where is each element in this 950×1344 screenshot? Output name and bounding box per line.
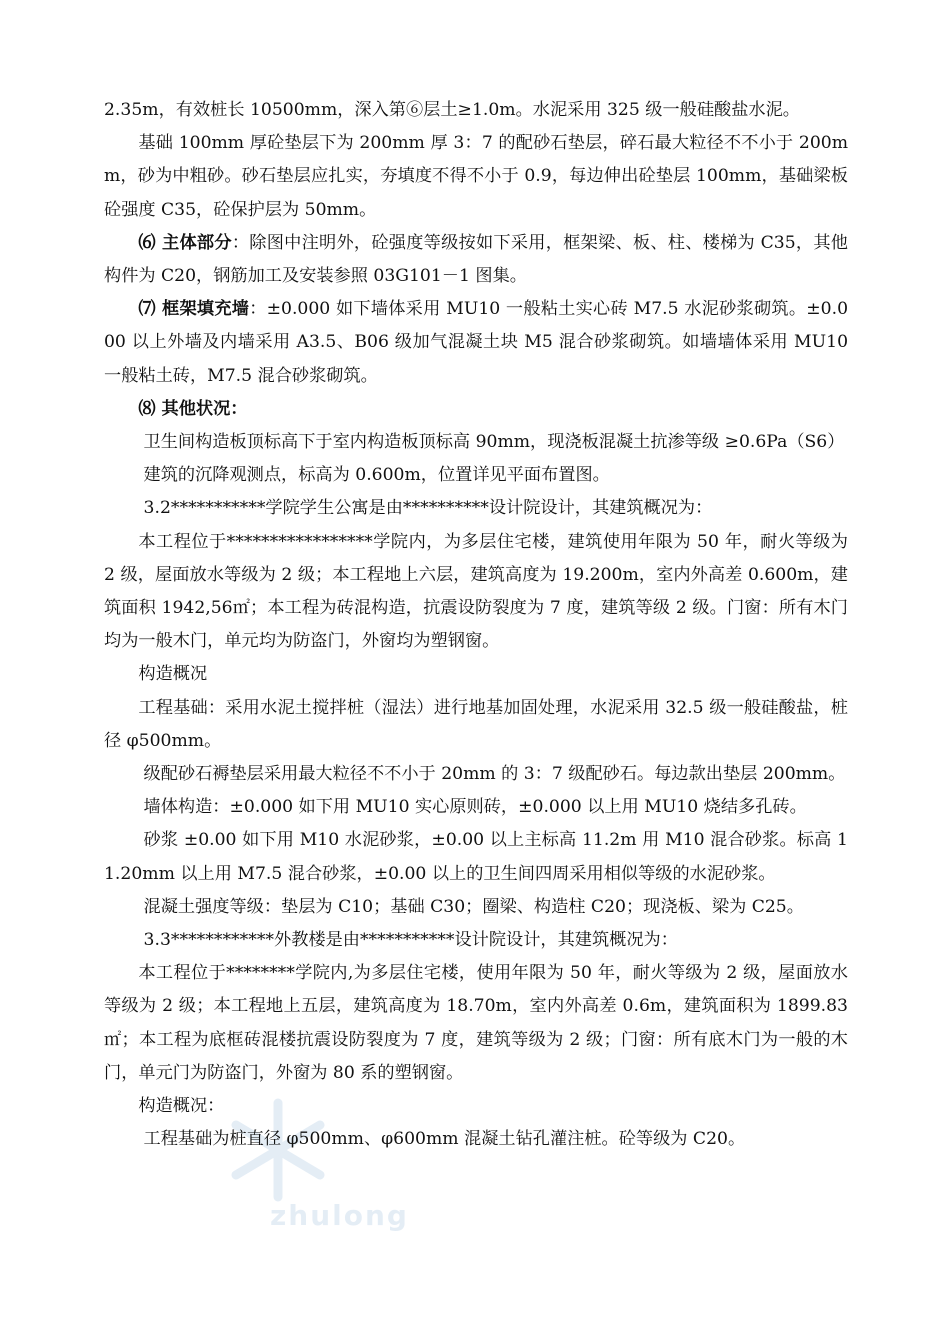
section-heading-infill-wall: ⑺ 框架填充墙 — [138, 299, 250, 320]
paragraph-foundation-cushion: 基础 100mm 厚砼垫层下为 200mm 厚 3：7 的配砂石垫层，碎石最大粒径不不小于 200mm，砂为中粗砂。砂石垫层应扎实，夯填度不得不小于 0.9，每边伸出砼垫层 100mm，基础梁板砼强度 C35，砼保护层为 50mm。 — [104, 133, 848, 220]
paragraph-infill-wall-body: ：±0.000 如下墙体采用 MU10 一般粘土实心砖 M7.5 水泥砂浆砌筑。±0.000 以上外墙及内墙采用 A3.5、B06 级加气混凝土块 M5 混合砂浆砌筑。如墙墙体采用 MU10 一般粘土砖，M7.5 混合砂浆砌筑。 — [104, 299, 849, 386]
section-heading-other-text: ⑻ 其他状况： — [138, 398, 248, 419]
paragraph-main-structure — [104, 227, 848, 293]
paragraph-structure-label-2: 构造概况： — [138, 1096, 225, 1117]
paragraph-pile-foundation: 工程基础为桩直径 φ500mm、φ600mm 混凝土钻孔灌注桩。砼等级为 C20。 — [143, 1129, 746, 1150]
paragraph-mortar: 砂浆 ±0.00 如下用 M10 水泥砂浆，±0.00 以上主标高 11.2m 用 M10 混合砂浆。标高 11.20mm 以上用 M7.5 混合砂浆，±0.00 以上的卫生间四周采用相似等级的水泥砂浆。 — [104, 830, 848, 884]
paragraph-settlement: 建筑的沉降观测点，标高为 0.600m，位置详见平面布置图。 — [143, 465, 610, 486]
paragraph-infill-wall — [104, 293, 848, 393]
watermark-text: zhulong — [270, 1199, 409, 1232]
paragraph-structure-label: 构造概况 — [138, 664, 208, 685]
body-text — [104, 94, 848, 1157]
paragraph-ground-treatment: 工程基础：采用水泥土搅拌桩（湿法）进行地基加固处理，水泥采用 32.5 级一般硅酸盐，桩径 φ500mm。 — [104, 697, 848, 751]
paragraph-teacher-building-intro: 3.3************外教楼是由***********设计院设计，其建筑概况为： — [143, 930, 678, 951]
paragraph-pile-length: 2.35m，有效桩长 10500mm，深入第⑥层土≥1.0m。水泥采用 325 级一般硅酸盐水泥。 — [104, 100, 800, 120]
paragraph-dormitory-overview: 本工程位于*****************学院内，为多层住宅楼，建筑使用年限为 50 年，耐火等级为 2 级，屋面放水等级为 2 级；本工程地上六层，建筑高度为 19.200m，室内外高差 0.600m，建筑面积 1942,56㎡；本工程为砖混构造，抗震设防裂度为 7 度，建筑等级 2 级。门窗：所有木门均为一般木门，单元均为防盗门，外窗均为塑钢窗。 — [104, 531, 848, 652]
paragraph-concrete-grade: 混凝土强度等级：垫层为 C10；基础 C30；圈梁、构造柱 C20；现浇板、梁为 C25。 — [143, 896, 804, 917]
paragraph-wall-structure: 墙体构造：±0.000 如下用 MU10 实心原则砖，±0.000 以上用 MU10 烧结多孔砖。 — [143, 797, 807, 818]
section-heading-main-structure: ⑹ 主体部分 — [138, 232, 232, 253]
paragraph-main-structure-body: ：除图中注明外，砼强度等级按如下采用，框架梁、板、柱、楼梯为 C35，其他构件为 C20，钢筋加工及安装参照 03G101－1 图集。 — [104, 232, 848, 287]
section-heading-other — [104, 393, 848, 426]
paragraph-gravel-cushion: 级配砂石褥垫层采用最大粒径不不小于 20mm 的 3：7 级配砂石。每边款出垫层 200mm。 — [143, 764, 846, 785]
paragraph-dormitory-intro: 3.2***********学院学生公寓是由**********设计院设计，其建筑概况为： — [143, 498, 713, 519]
paragraph-teacher-building-overview: 本工程位于********学院内,为多层住宅楼，使用年限为 50 年，耐火等级为 2 级，屋面放水等级为 2 级；本工程地上五层，建筑高度为 18.70m，室内外高差 0.6m，建筑面积为 1899.83㎡；本工程为底框砖混楼抗震设防裂度为 7 度，建筑等级为 2 级；门窗：所有底木门为一般的木门，单元门为防盗门，外窗为 80 系的塑钢窗。 — [104, 963, 848, 1083]
paragraph-toilet-slab: 卫生间构造板顶标高下于室内构造板顶标高 90mm，现浇板混凝土抗渗等级 ≥0.6Pa（S6） — [143, 432, 845, 453]
